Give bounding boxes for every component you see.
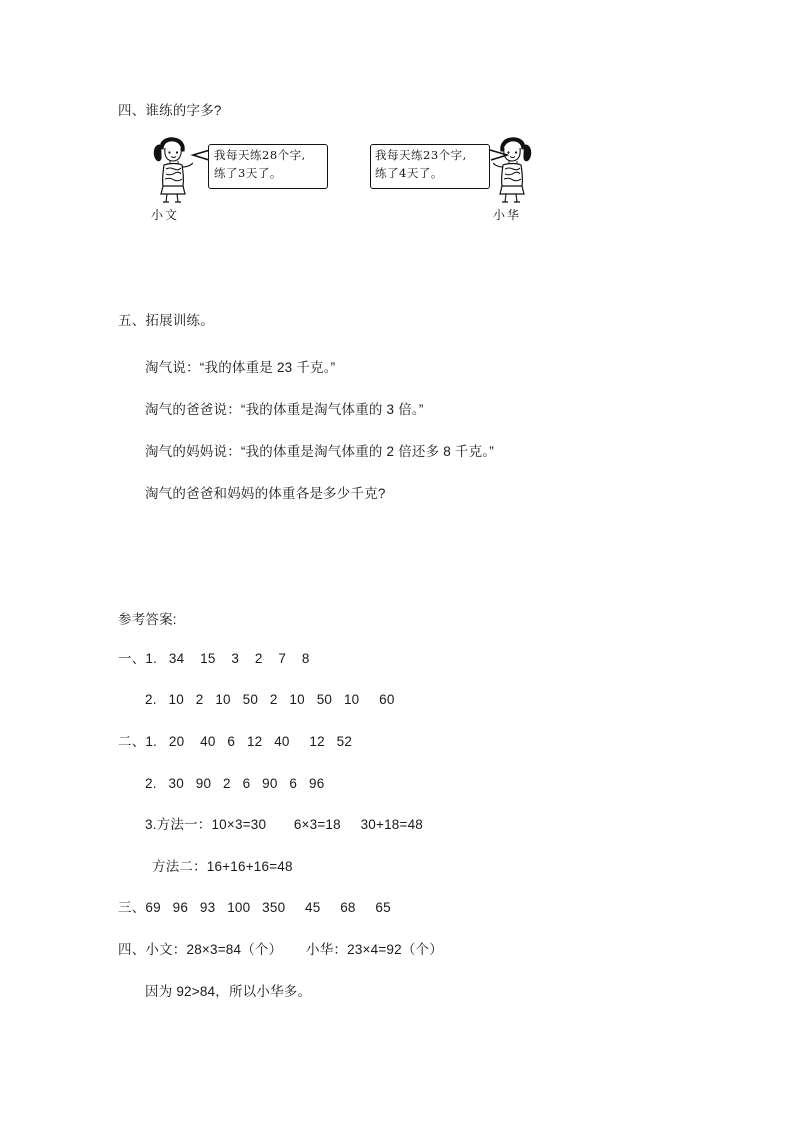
answer-row-2-4: 方法二：16+16+16=48 [152,859,293,874]
character-name-xiaowen: 小文 [151,208,180,222]
character-sketch-xiaowen [151,136,193,206]
answer-row-4-1: 四、小文：28×3=84（个） 小华：23×4=92（个） [118,942,443,957]
section-five-line-1: 淘气说：“我的体重是 23 千克。” [145,360,336,375]
answer-row-4-2: 因为 92>84，所以小华多。 [145,984,312,999]
section-five-line-3: 淘气的妈妈说：“我的体重是淘气体重的 2 倍还多 8 千克。” [145,444,494,459]
speech-bubble-xiaowen-line2: 练了3天了。 [214,166,282,180]
character-sketch-xiaohua [493,136,535,206]
answer-row-2-2: 2. 30 90 2 6 90 6 96 [145,776,325,791]
section-four-heading: 四、谁练的字多? [118,103,222,118]
speech-bubble-xiaohua-line2: 练了4天了。 [375,166,443,180]
character-name-xiaohua: 小华 [493,208,522,222]
answer-row-2-1: 二、1. 20 40 6 12 40 12 52 [118,734,353,749]
answer-key-title: 参考答案: [118,612,177,627]
section-five-heading: 五、拓展训练。 [118,313,214,328]
answer-row-1-2: 2. 10 2 10 50 2 10 50 10 60 [145,692,395,707]
speech-bubble-xiaowen-line1: 我每天练28个字, [214,148,306,162]
section-five-line-4: 淘气的爸爸和妈妈的体重各是多少千克? [145,486,386,501]
section-four-illustration [145,132,545,224]
speech-bubble-xiaohua-line1: 我每天练23个字, [375,148,467,162]
answer-row-2-3: 3.方法一：10×3=30 6×3=18 30+18=48 [145,817,423,832]
section-five-line-2: 淘气的爸爸说：“我的体重是淘气体重的 3 倍。” [145,402,424,417]
answer-row-3: 三、69 96 93 100 350 45 68 65 [118,900,391,915]
answer-row-1-1: 一、1. 34 15 3 2 7 8 [118,651,310,666]
